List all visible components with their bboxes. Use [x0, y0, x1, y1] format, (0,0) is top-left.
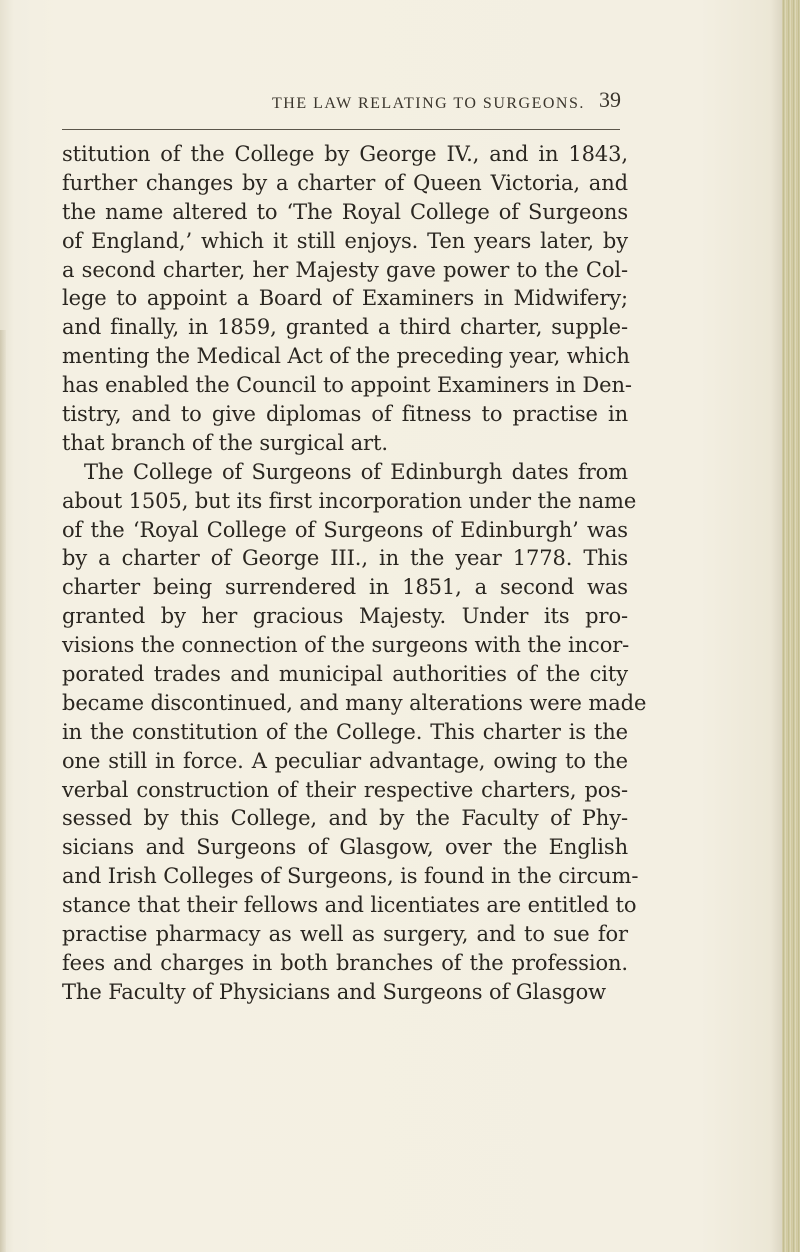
- text-line: and Irish Colleges of Surgeons, is found in the circum-: [62, 864, 639, 889]
- header-rule: [62, 129, 620, 130]
- text-line: and finally, in 1859, granted a third charter, supple-: [62, 315, 628, 340]
- text-line: porated trades and municipal authorities of the city: [62, 662, 628, 687]
- text-line: verbal construction of their respective charters, pos-: [62, 777, 628, 802]
- text-line: The Faculty of Physicians and Surgeons of Glasgow: [62, 979, 607, 1004]
- text-line: further changes by a charter of Queen Victoria, and: [62, 170, 628, 195]
- text-line: about 1505, but its first incorporation under the name: [62, 488, 637, 513]
- text-line: stance that their fellows and licentiates are entitled to: [62, 893, 637, 918]
- text-line: practise pharmacy as well as surgery, and to sue for: [62, 922, 628, 947]
- text-line: lege to appoint a Board of Examiners in Midwifery;: [62, 286, 628, 311]
- text-line: The College of Surgeons of Edinburgh dates from: [84, 459, 628, 484]
- text-line: visions the connection of the surgeons with the incor-: [62, 633, 630, 658]
- body-text: [62, 140, 647, 1007]
- page-edge-stack: [782, 0, 800, 1252]
- text-line: has enabled the Council to appoint Examiners in Den-: [62, 373, 632, 398]
- page-header: [62, 87, 622, 127]
- text-line: the name altered to ‘The Royal College of Surgeons: [62, 199, 628, 224]
- text-line: that branch of the surgical art.: [62, 430, 388, 455]
- page-gutter-shadow: [0, 330, 6, 1252]
- text-line: by a charter of George III., in the year 1778. This: [62, 546, 628, 571]
- text-line: charter being surrendered in 1851, a second was: [62, 575, 628, 600]
- text-line: sessed by this College, and by the Faculty of Phy-: [62, 806, 628, 831]
- text-line: in the constitution of the College. This charter is the: [62, 719, 628, 744]
- text-line: menting the Medical Act of the preceding year, which: [62, 344, 630, 369]
- text-line: of England,’ which it still enjoys. Ten years later, by: [62, 228, 628, 253]
- text-line: one still in force. A peculiar advantage, owing to the: [62, 748, 628, 773]
- text-line: stitution of the College by George IV., and in 1843,: [62, 142, 628, 166]
- text-line: granted by her gracious Majesty. Under its pro-: [62, 604, 628, 629]
- text-line: a second charter, her Majesty gave power to the Col-: [62, 257, 628, 282]
- page-number: 39: [599, 87, 621, 112]
- text-line: of the ‘Royal College of Surgeons of Edinburgh’ was: [62, 517, 628, 542]
- running-title: THE LAW RELATING TO SURGEONS.: [272, 95, 585, 112]
- text-line: sicians and Surgeons of Glasgow, over the English: [62, 835, 628, 860]
- text-line: became discontinued, and many alterations were made: [62, 690, 647, 715]
- text-line: fees and charges in both branches of the profession.: [62, 950, 628, 975]
- text-line: tistry, and to give diplomas of fitness to practise in: [62, 402, 628, 427]
